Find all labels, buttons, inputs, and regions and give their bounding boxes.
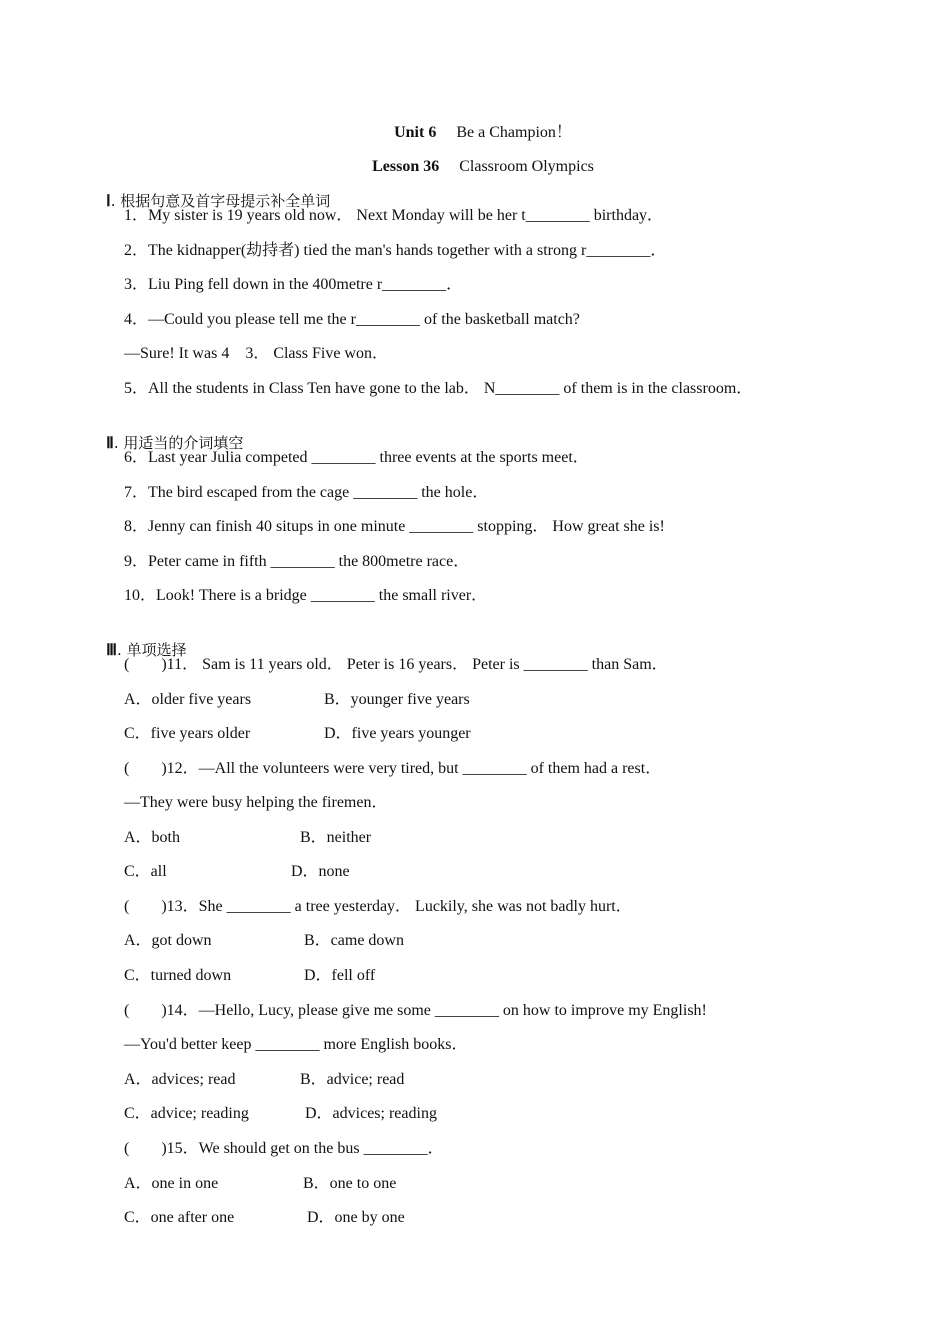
question-10: 10．Look! There is a bridge ________ the small river． xyxy=(124,587,488,604)
option-13-a: A．got down xyxy=(124,932,212,949)
option-15-b: B．one to one xyxy=(303,1175,397,1192)
section-1-numeral: Ⅰ xyxy=(106,193,111,210)
question-12: ( )12．—All the volunteers were very tired, but ________ of them had a rest． xyxy=(124,760,662,777)
option-13-b: B．came down xyxy=(304,932,404,949)
option-12-c: C．all xyxy=(124,863,167,880)
option-11-d: D．five years younger xyxy=(324,725,471,742)
lesson-label: Lesson 36 xyxy=(372,158,440,175)
question-15: ( )15．We should get on the bus ________． xyxy=(124,1140,444,1157)
option-12-d: D．none xyxy=(291,863,350,880)
section-1-title: . 根据句意及首字母提示补全单词 xyxy=(110,192,331,210)
option-11-c: C．five years older xyxy=(124,725,251,742)
section-2-title: . 用适当的介词填空 xyxy=(113,434,244,452)
option-14-c: C．advice; reading xyxy=(124,1105,249,1122)
question-11: ( )11． Sam is 11 years old． Peter is 16 years． Peter is ________ than Sam． xyxy=(124,656,668,673)
question-12-reply: —They were busy helping the firemen． xyxy=(124,794,388,811)
question-14-reply: —You'd better keep ________ more English books． xyxy=(124,1036,468,1053)
question-4-reply: —Sure! It was 4 3． Class Five won． xyxy=(124,345,388,362)
section-3-numeral: Ⅲ xyxy=(106,642,118,659)
unit-label: Unit 6 xyxy=(394,124,437,141)
option-12-a: A．both xyxy=(124,829,181,846)
option-14-b: B．advice; read xyxy=(300,1071,405,1088)
option-11-a: A．older five years xyxy=(124,691,252,708)
question-8: 8．Jenny can finish 40 situps in one minute ________ stopping． How great she is! xyxy=(124,518,665,535)
option-15-c: C．one after one xyxy=(124,1209,235,1226)
unit-title: Be a Champion！ xyxy=(456,124,572,141)
question-5: 5．All the students in Class Ten have gone to the lab． N________ of them is in the classroom． xyxy=(124,380,753,397)
option-11-b: B．younger five years xyxy=(324,691,470,708)
question-6: 6．Last year Julia competed ________ three events at the sports meet． xyxy=(124,449,589,466)
question-2: 2．The kidnapper(劫持者) tied the man's hands together with a strong r________． xyxy=(124,242,667,259)
question-3: 3．Liu Ping fell down in the 400metre r________． xyxy=(124,276,463,293)
option-15-a: A．one in one xyxy=(124,1175,219,1192)
section-3-title: . 单项选择 xyxy=(117,641,187,659)
question-4: 4．—Could you please tell me the r________ of the basketball match? xyxy=(124,311,580,328)
question-14: ( )14．—Hello, Lucy, please give me some ________ on how to improve my English! xyxy=(124,1002,707,1019)
option-15-d: D．one by one xyxy=(307,1209,405,1226)
option-13-d: D．fell off xyxy=(304,967,376,984)
question-1: 1．My sister is 19 years old now． Next Monday will be her t________ birthday． xyxy=(124,207,664,224)
question-9: 9．Peter came in fifth ________ the 800metre race． xyxy=(124,553,470,570)
option-14-d: D．advices; reading xyxy=(305,1105,437,1122)
option-14-a: A．advices; read xyxy=(124,1071,236,1088)
option-13-c: C．turned down xyxy=(124,967,232,984)
question-13: ( )13．She ________ a tree yesterday． Luckily, she was not badly hurt． xyxy=(124,898,632,915)
section-2-numeral: Ⅱ xyxy=(106,435,114,452)
option-12-b: B．neither xyxy=(300,829,372,846)
lesson-title: Classroom Olympics xyxy=(459,158,594,175)
question-7: 7．The bird escaped from the cage ________ the hole． xyxy=(124,484,489,501)
